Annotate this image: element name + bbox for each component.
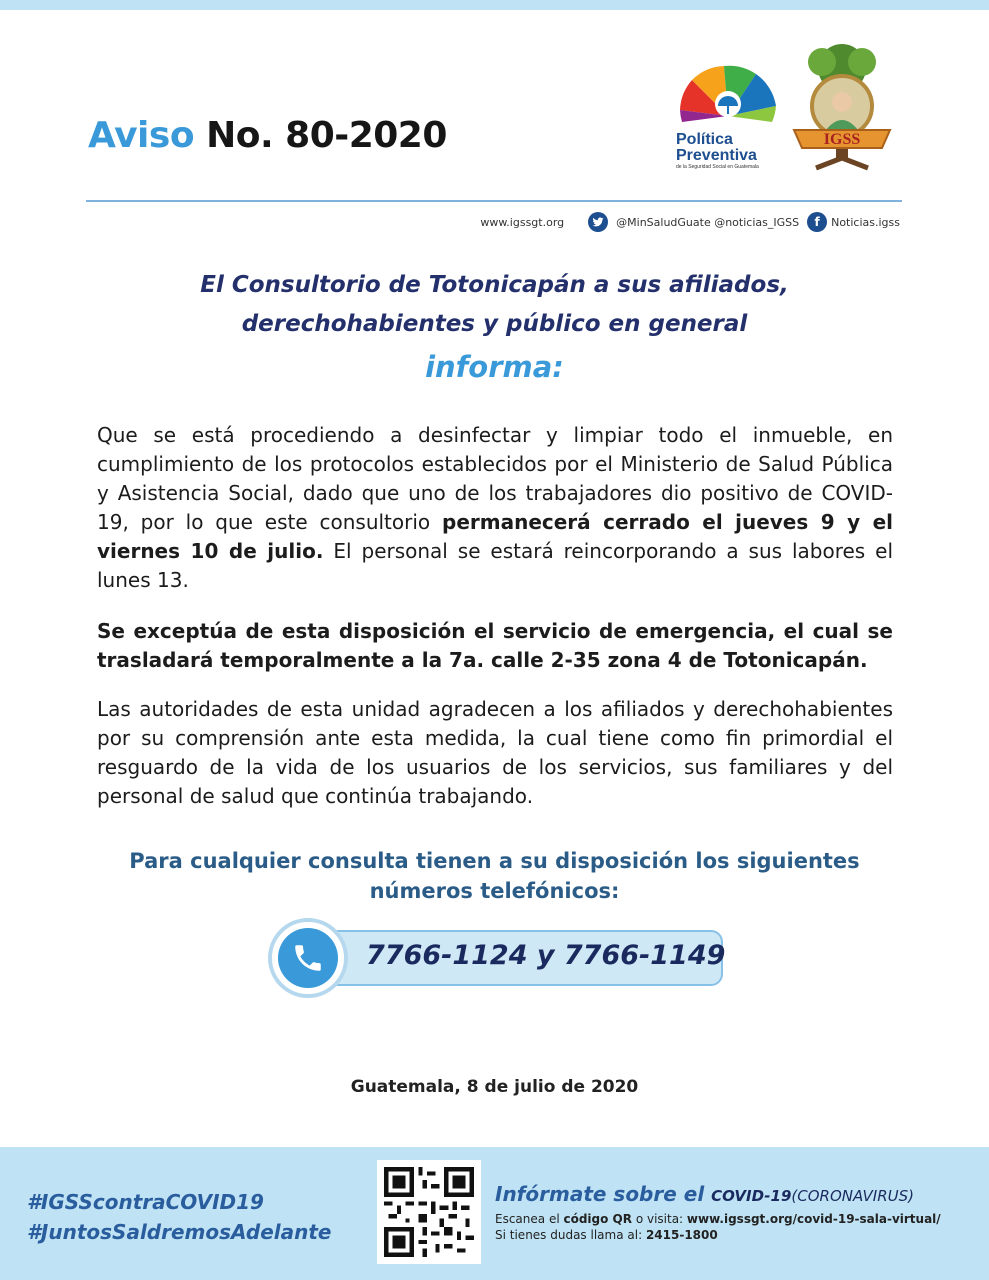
hashtag-igss: #IGSScontraCOVID19 <box>27 1190 264 1214</box>
aviso-word: Aviso <box>88 115 195 156</box>
website-link[interactable]: www.igssgt.org <box>480 215 565 229</box>
paragraph-3: Las autoridades de esta unidad agradecen a los afiliados y derechohabientes por su comprensión ante esta medida, la cual tiene como fin primordial el resguardo de la vida de los usuarios de los servicios, sus familiares y del personal de salud que continúa trabajando. <box>97 697 893 808</box>
twitter-handles[interactable]: @MinSaludGuate @noticias_IGSS <box>616 215 800 229</box>
subtitle-line2: derechohabientes y público en general <box>241 311 748 337</box>
facebook-icon: f <box>807 212 827 232</box>
paragraph-1-end: El personal se estará reincorporando a sus labores el lunes 13. <box>97 539 893 592</box>
informate-text: Infórmate sobre el <box>495 1182 705 1206</box>
paragraph-1-start: Que se está procediendo a desinfectar y limpiar todo el inmueble, en cumplimiento de los protocolos establecidos por el Ministerio de Salud Pública y Asistencia Social, dado que uno de los trabajadores dio positivo de COVID-19, por lo que este consultorio <box>97 423 893 534</box>
phone-badge <box>268 918 348 998</box>
social-links <box>480 210 900 234</box>
footer-line1-start: Escanea el <box>495 1212 564 1226</box>
footer-phone[interactable]: 2415-1800 <box>645 1228 718 1242</box>
footer-sala-virtual-link[interactable]: www.igssgt.org/covid-19-sala-virtual/ <box>686 1212 941 1226</box>
qr-code-icon <box>384 1167 474 1257</box>
phone-icon <box>278 928 338 988</box>
aviso-title <box>88 115 447 156</box>
subtitle-line1: El Consultorio de Totonicapán a sus afiliados, <box>200 272 789 298</box>
consulta-line1: Para cualquier consulta tienen a su disposición los siguientes <box>129 849 860 873</box>
aviso-number: No. 80-2020 <box>206 115 447 156</box>
facebook-handle[interactable]: Noticias.igss <box>831 215 900 229</box>
top-strip <box>0 0 989 10</box>
paragraph-1 <box>97 421 893 595</box>
qr-code[interactable] <box>377 1160 481 1264</box>
logo-pp-line2: Preventiva <box>676 147 757 164</box>
notice-subtitle <box>100 266 889 344</box>
footer-line1-mid: o visita: <box>632 1212 687 1226</box>
igss-logo <box>786 40 898 172</box>
footer-line2-start: Si tienes dudas llama al: <box>495 1228 646 1242</box>
coronavirus-text: (CORONAVIRUS) <box>791 1187 914 1205</box>
header-divider <box>86 200 902 202</box>
footer-line-qr <box>495 1212 941 1226</box>
date-line: Guatemala, 8 de julio de 2020 <box>350 1077 639 1097</box>
logo-pp-caption: de la Seguridad Social en Guatemala <box>676 164 759 170</box>
logo-pp-line1: Política <box>676 131 733 148</box>
phone-numbers[interactable]: 7766-1124 y 7766-1149 <box>366 940 726 971</box>
footer-line1-bold: código QR <box>563 1212 632 1226</box>
footer-line-phone <box>495 1228 718 1242</box>
igss-logo-text: IGSS <box>823 131 861 148</box>
paragraph-1-bold: permanecerá cerrado el jueves 9 y el viernes 10 de julio. <box>97 510 893 563</box>
twitter-icon <box>588 212 608 232</box>
consulta-line2: números telefónicos: <box>369 879 620 903</box>
politica-preventiva-logo <box>672 60 784 172</box>
hashtags <box>27 1187 331 1247</box>
informa-heading: informa: <box>425 350 564 384</box>
informate-heading <box>495 1182 914 1206</box>
consulta-heading <box>100 846 889 906</box>
paragraph-2: Se exceptúa de esta disposición el servicio de emergencia, el cual se trasladará temporalmente a la 7a. calle 2-35 zona 4 de Totonicapán. <box>97 619 893 672</box>
covid-text: COVID-19 <box>711 1187 792 1205</box>
hashtag-juntos: #JuntosSaldremosAdelante <box>27 1220 332 1244</box>
